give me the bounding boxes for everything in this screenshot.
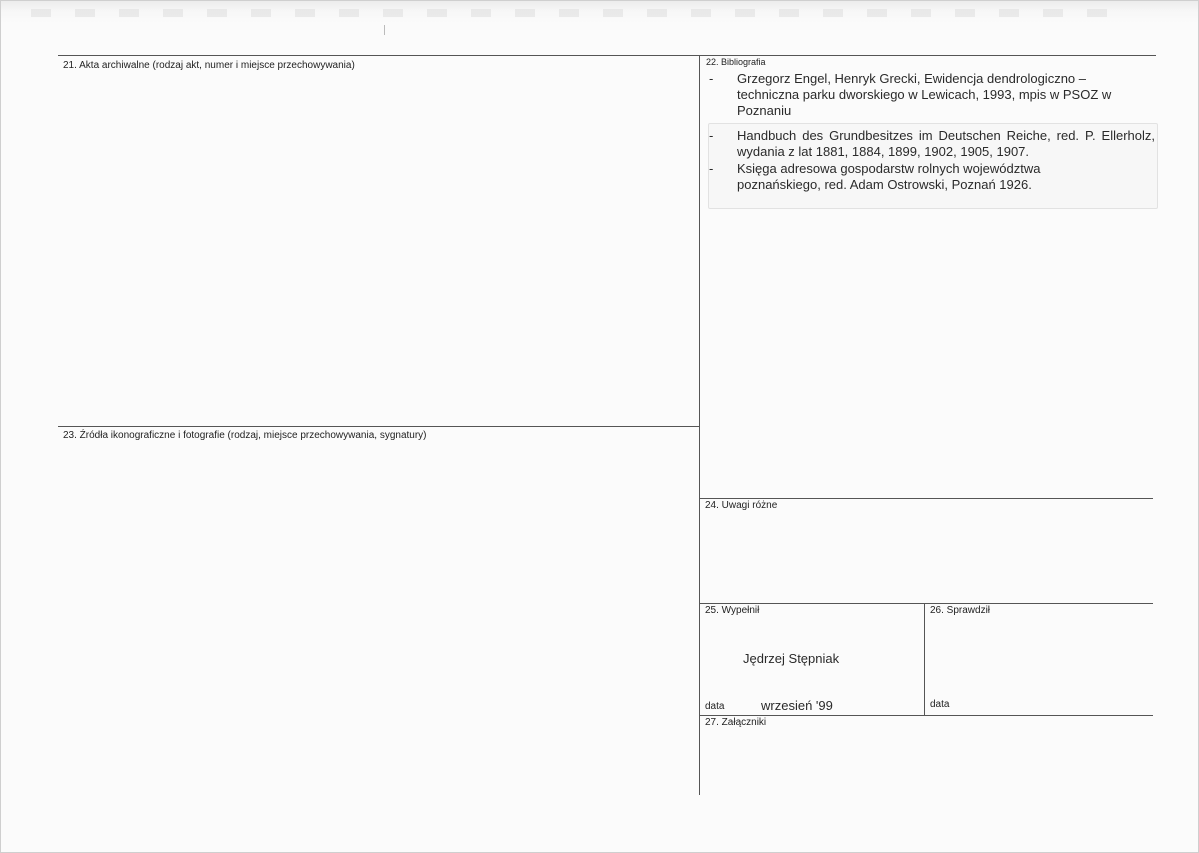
section-26-label: 26. Sprawdził	[930, 605, 991, 616]
date-label-25: data	[705, 701, 725, 712]
bullet-dash: -	[709, 128, 714, 143]
bibliography-text: Księga adresowa gospodarstw rolnych województwa poznańskiego, red. Adam Ostrowski, Poznań 1926.	[737, 161, 1041, 192]
bibliography-item-2	[709, 128, 1155, 160]
bibliography-text: Handbuch des Grundbesitzes im Deutschen Reiche, red. P. Ellerholz, wydania z lat 1881, 1884, 1899, 1902, 1905, 1907.	[737, 128, 1155, 159]
section-22-label: 22. Bibliografia	[706, 57, 766, 67]
bullet-dash: -	[709, 71, 714, 86]
section-23-label: 23. Źródła ikonograficzne i fotografie (rodzaj, miejsce przechowywania, sygnatury)	[63, 430, 427, 441]
scan-artifact	[31, 9, 1131, 17]
section-25-26-divider	[924, 603, 925, 715]
bibliography-item-3	[709, 161, 1067, 193]
center-divider	[699, 55, 700, 795]
section-27-label: 27. Załączniki	[705, 717, 767, 728]
section-27-rule	[699, 715, 1153, 716]
bibliography-item-1	[709, 71, 1137, 119]
section-25-label: 25. Wypełnił	[705, 605, 760, 616]
scan-speck	[384, 25, 385, 35]
section-21-label: 21. Akta archiwalne (rodzaj akt, numer i miejsce przechowywania)	[63, 60, 355, 71]
filled-by-name: Jędrzej Stępniak	[743, 651, 840, 666]
section-24-label: 24. Uwagi różne	[705, 500, 778, 511]
date-label-26: data	[930, 699, 950, 710]
section-24-rule	[699, 498, 1153, 499]
section-25-26-rule	[699, 603, 1153, 604]
section-23-rule	[58, 426, 699, 427]
top-rule	[58, 55, 1156, 56]
bibliography-text: Grzegorz Engel, Henryk Grecki, Ewidencja dendrologiczno – techniczna parku dworskiego w Lewicach, 1993, mpis w PSOZ w Poznaniu	[737, 71, 1112, 118]
bullet-dash: -	[709, 161, 714, 176]
filled-date-value: wrzesień '99	[761, 698, 833, 713]
